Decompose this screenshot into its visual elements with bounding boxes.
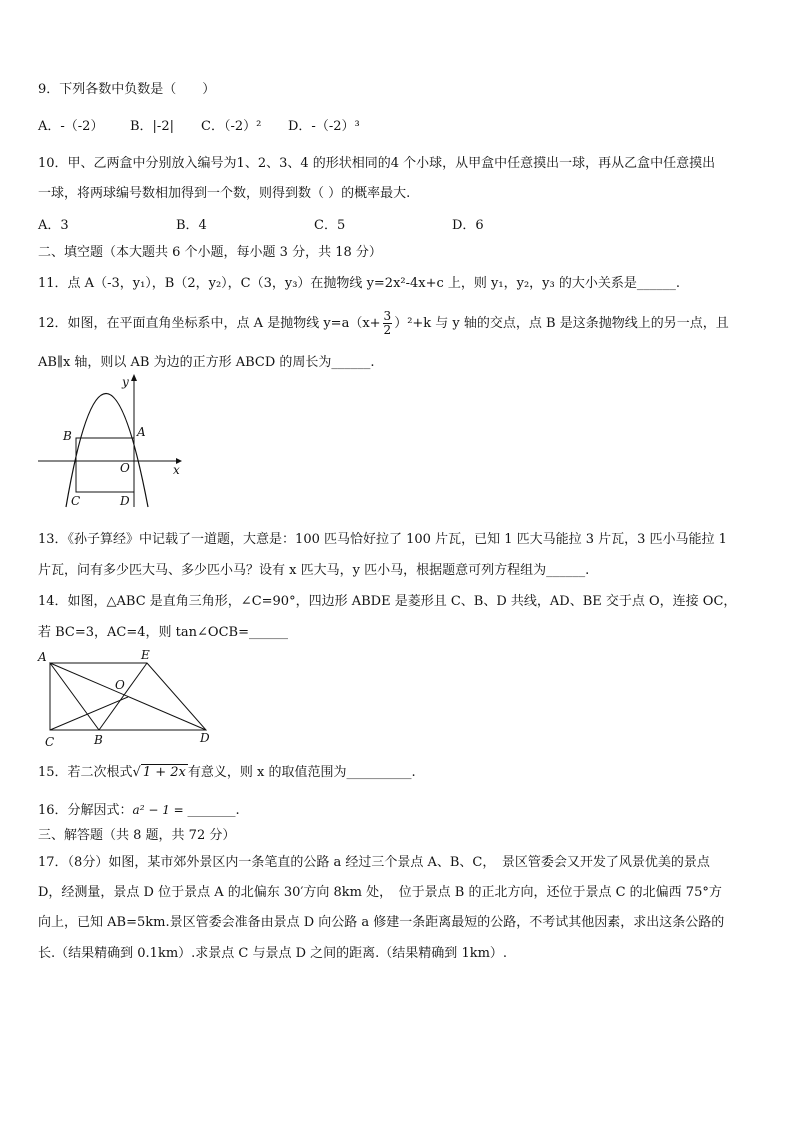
- q10-option-c: C．5: [314, 218, 346, 233]
- q14-figure: [36, 646, 222, 750]
- q12-fraction: [383, 310, 393, 337]
- q15-end: 有意义，则 x 的取值范围为__________.: [187, 765, 416, 780]
- q10-line1: 10．甲、乙两盒中分别放入编号为1、2、3、4 的形状相同的4 个小球，从甲盒中任意摸出一球，再从乙盒中任意摸出: [38, 156, 716, 171]
- q11-text: 11．点 A（-3，y₁），B（2，y₂），C（3，y₃）在抛物线 y=2x²-4x+c 上，则 y₁，y₂，y₃ 的大小关系是______.: [38, 276, 680, 291]
- q12-figure: [36, 372, 186, 512]
- q14-segment-oc: [50, 697, 128, 730]
- q15-radicand: 1 + 2x: [142, 765, 186, 780]
- q17-line4: 长.（结果精确到 0.1km）.求景点 C 与景点 D 之间的距离.（结果精确到 1km）.: [38, 946, 508, 961]
- q16-text: [38, 802, 240, 819]
- q10-line2: 一球，将两球编号数相加得到一个数，则得到数（ ）的概率最大.: [38, 186, 411, 201]
- q14-label-b: B: [94, 733, 103, 747]
- q17-line3: 向上，已知 AB=5km.景区管委会准备由景点 D 向公路 a 修建一条距离最短的公路，不考试其他因素，求出这条公路的: [38, 915, 725, 930]
- q15-text: [38, 765, 416, 781]
- q15-radical: √ 1 + 2x: [132, 765, 186, 780]
- q12-line1-start: 12．如图，在平面直角坐标系中，点 A 是抛物线 y=a（x+: [38, 316, 381, 331]
- q10-option-b: B．4: [176, 218, 207, 233]
- q12-fraction-denominator: 2: [383, 323, 392, 337]
- q14-label-d: D: [200, 731, 210, 745]
- q16-start: 16．分解因式：: [38, 803, 133, 818]
- q15-start: 15．若二次根式: [38, 765, 133, 780]
- q9-option-c: C．（-2）²: [201, 119, 262, 134]
- q12-label-a: A: [137, 425, 146, 439]
- q10-option-d: D．6: [452, 218, 484, 233]
- q12-y-arrow: [131, 374, 137, 381]
- q9-option-b: B．|-2|: [130, 119, 174, 134]
- q12-line1: [38, 309, 729, 339]
- q12-label-d: D: [120, 494, 130, 508]
- q14-label-o: O: [115, 678, 125, 692]
- q14-label-c: C: [45, 735, 55, 749]
- q12-label-y: y: [122, 375, 129, 389]
- q12-label-o: O: [120, 461, 130, 475]
- q14-label-e: E: [141, 648, 150, 662]
- q14-label-a: A: [38, 650, 47, 664]
- q12-label-c: C: [71, 494, 81, 508]
- q12-line2: AB∥x 轴，则以 AB 为边的正方形 ABCD 的周长为______.: [38, 355, 375, 370]
- q12-parabola: [66, 394, 148, 508]
- q16-expression: a² − 1 = ________: [132, 803, 236, 817]
- q17-line2: D，经测量，景点 D 位于景点 A 的北偏东 30′方向 8km 处， 位于景点 B 的正北方向，还位于景点 C 的北偏西 75°方: [38, 885, 722, 900]
- q12-label-x: x: [173, 463, 180, 477]
- section-heading-fill-in: 二、填空题（本大题共 6 个小题，每小题 3 分，共 18 分）: [38, 245, 382, 260]
- q9-option-a: A．-（-2）: [38, 119, 104, 134]
- q14-line2: 若 BC=3，AC=4，则 tan∠OCB=______: [38, 625, 288, 640]
- q9-option-d: D．-（-2）³: [288, 119, 360, 134]
- q13-line1: 13．《孙子算经》中记载了一道题，大意是：100 匹马恰好拉了 100 片瓦，已知 1 匹大马能拉 3 片瓦，3 匹小马能拉 1: [38, 532, 727, 547]
- q14-diagonal-be: [99, 663, 147, 730]
- section-heading-solve: 三、解答题（共 8 题，共 72 分）: [38, 828, 236, 843]
- q10-option-a: A．3: [38, 218, 69, 233]
- q16-end: .: [235, 803, 240, 818]
- q12-fraction-numerator: 3: [383, 309, 392, 323]
- q13-line2: 片瓦，问有多少匹大马、多少匹小马？设有 x 匹大马，y 匹小马，根据题意可列方程组为______.: [38, 563, 590, 578]
- q14-line1: 14．如图，△ABC 是直角三角形，∠C=90°，四边形 ABDE 是菱形且 C、B、D 共线，AD、BE 交于点 O，连接 OC，: [38, 594, 737, 609]
- q17-line1: 17．（8分）如图，某市郊外景区内一条笔直的公路 a 经过三个景点 A、B、C， 景区管委会又开发了风景优美的景点: [38, 855, 710, 870]
- q9-stem: 9．下列各数中负数是（ ）: [38, 82, 216, 97]
- q12-line1-end: ）²+k 与 y 轴的交点，点 B 是这条抛物线上的另一点，且: [394, 316, 729, 331]
- q12-label-b: B: [63, 429, 72, 443]
